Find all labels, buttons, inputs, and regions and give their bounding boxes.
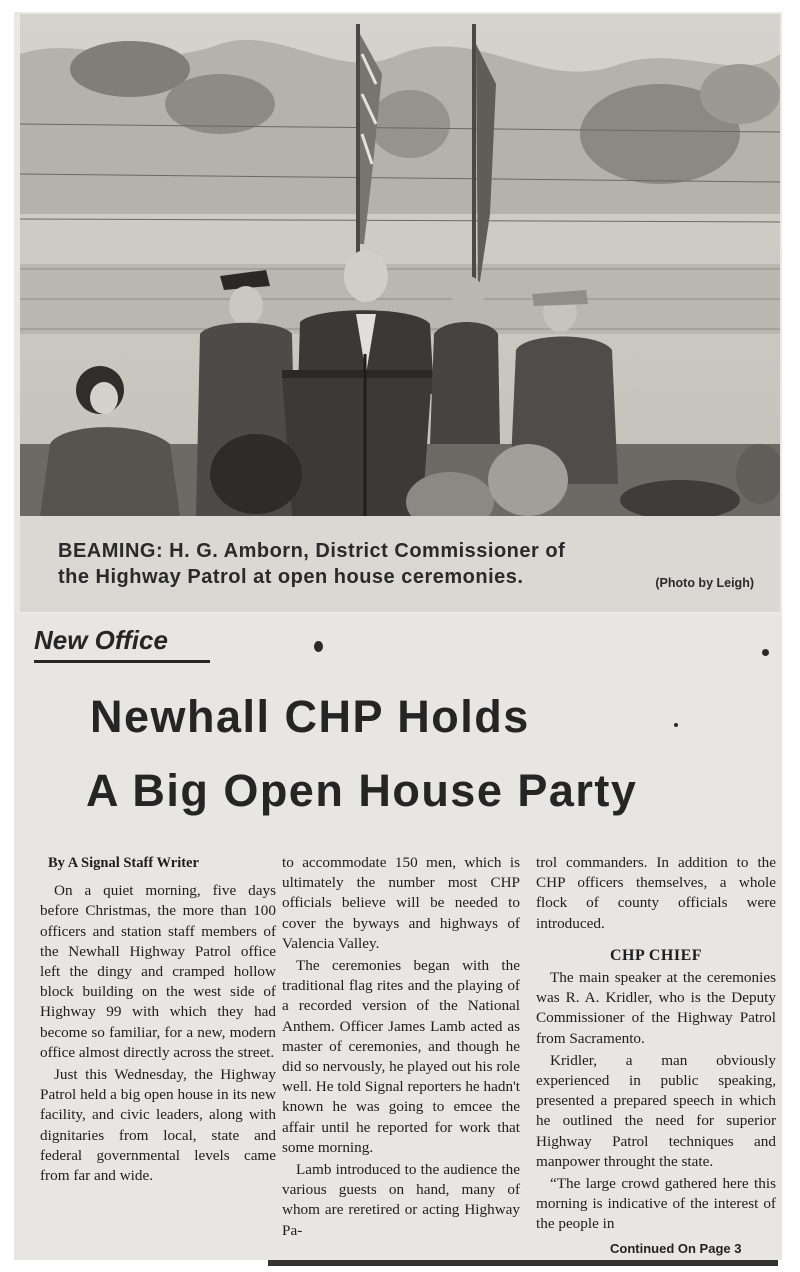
caption-line-1: BEAMING: H. G. Amborn, District Commissioner of xyxy=(58,540,566,562)
photo-caption xyxy=(20,516,780,612)
column-3 xyxy=(536,853,776,1235)
continued-jump: Continued On Page 3 xyxy=(610,1241,742,1256)
byline: By A Signal Staff Writer xyxy=(48,855,199,871)
print-speck xyxy=(762,649,769,656)
caption-line-2: the Highway Patrol at open house ceremonies. xyxy=(58,566,524,588)
newspaper-clipping xyxy=(14,12,782,1260)
col1-paragraph: Just this Wednesday, the Highway Patrol held a big open house in its new facility, and civic leaders, along with dignitaries from local, state and federal governmental levels came from far and wide. xyxy=(40,1066,276,1185)
col3-intro: trol commanders. In addition to the CHP officers themselves, a whole flock of county officials were introduced. xyxy=(536,854,776,932)
headline-line-2: A Big Open House Party xyxy=(86,765,638,816)
ceremony-photo-illustration xyxy=(20,14,780,516)
col1-paragraph: On a quiet morning, five days before Christmas, the more than 100 officers and station staff members of the Newhall Highway Patrol office left the dingy and cramped hollow block building on the west side of Highway 99 with which they had become so familiar, for a new, modern office almost directly across the street. xyxy=(40,882,276,1061)
col3-paragraph: The main speaker at the ceremonies was R. A. Kridler, who is the Deputy Commissioner of the Highway Patrol from Sacramento. xyxy=(536,969,776,1047)
col2-paragraph: The ceremonies began with the traditional flag rites and the playing of a recorded version of the National Anthem. Officer James Lamb acted as master of ceremonies, and though he did so nervously, he played out his role well. He told Signal reporters he hadn't known he was going to emcee the affair until he reported for work that some morning. xyxy=(282,957,520,1156)
col2-paragraph: Lamb introduced to the audience the various guests on hand, many of whom are reretired or acting Highway Pa- xyxy=(282,1161,520,1239)
headline-line-1: Newhall CHP Holds xyxy=(90,691,530,742)
col3-paragraph: “The large crowd gathered here this morning is indicative of the interest of the people in xyxy=(536,1175,776,1233)
ceremony-photo xyxy=(20,14,780,516)
subhead: CHP CHIEF xyxy=(609,946,703,964)
col3-paragraph: Kridler, a man obviously experienced in public speaking, presented a prepared speech in which he outlined the need for superior Highway Patrol techniques and manpower throught the state. xyxy=(536,1051,776,1170)
col2-paragraph: to accommodate 150 men, which is ultimately the number most CHP officials believe will be needed to cover the byways and highways of Valencia Valley. xyxy=(282,854,520,952)
print-speck xyxy=(674,723,678,727)
column-1 xyxy=(40,853,276,1186)
kicker-underline xyxy=(34,660,210,663)
kicker: New Office xyxy=(34,625,168,655)
article xyxy=(14,615,782,1260)
print-speck xyxy=(314,641,323,652)
column-2 xyxy=(282,853,520,1241)
photo-credit: (Photo by Leigh) xyxy=(655,576,754,590)
bottom-rule xyxy=(268,1260,778,1266)
